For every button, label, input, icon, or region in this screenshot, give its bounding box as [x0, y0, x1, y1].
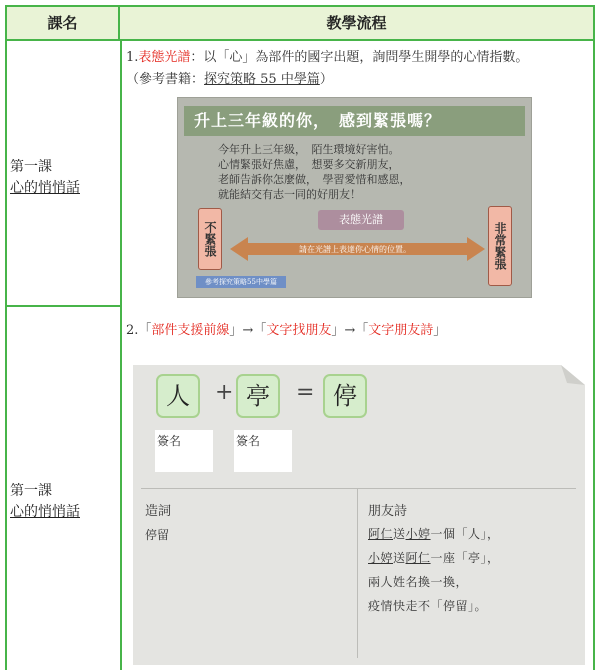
poem-name: 阿仁	[405, 551, 431, 565]
slide-line: 就能結交有志一同的好朋友！	[218, 188, 361, 201]
activity-2: 文字找朋友	[266, 323, 332, 338]
signature-box-2: 簽名	[234, 430, 292, 472]
poem-text: 一個「人」，	[430, 527, 500, 541]
lesson-name-2	[10, 481, 80, 523]
step-2-prefix: 2.「	[126, 323, 152, 338]
activity-name: 表態光譜	[138, 50, 191, 65]
page-fold-icon	[561, 365, 585, 385]
poem-label: 朋友詩	[368, 504, 408, 519]
slide-title: 升上三年級的你， 感到緊張嗎？	[184, 106, 525, 136]
row-divider	[7, 305, 120, 307]
column-divider	[120, 41, 122, 670]
reference-prefix: （參考書籍：	[126, 72, 205, 87]
header-lesson-name: 課名	[7, 7, 120, 39]
poem-line-4	[368, 597, 487, 614]
poem-name: 小婷	[368, 551, 394, 565]
poem-line-2	[368, 549, 500, 566]
arrow-sep: 」→「	[229, 323, 267, 338]
component-char-1: 人	[156, 374, 200, 418]
source-badge: 參考探究策略55中學篇	[196, 276, 286, 288]
poem-word: 送	[393, 527, 406, 541]
slide-line: 老師告訴你怎麼做， 學習愛惜和感恩，	[218, 173, 411, 186]
reference-suffix: ）	[319, 72, 333, 87]
poem-text: 兩人姓名換一換，	[368, 575, 469, 589]
not-nervous-label: 不緊張	[198, 208, 222, 270]
word-value: 停留	[145, 528, 170, 542]
equals-sign: =	[296, 380, 315, 405]
poem-line-1	[368, 525, 500, 542]
spectrum-label: 表態光譜	[318, 210, 404, 230]
step-1-text	[126, 46, 528, 65]
slide-body	[218, 142, 518, 202]
result-char: 停	[323, 374, 367, 418]
step-1-reference	[126, 68, 333, 87]
poem-text: 疫情快走不「停留」。	[368, 599, 488, 613]
slide-line: 心情緊張好焦慮， 想要多交新朋友，	[218, 158, 400, 171]
lesson-number: 第一課	[10, 483, 52, 499]
step-2-text	[126, 319, 446, 338]
arrow-sep: 」→「	[331, 323, 369, 338]
reference-book: 探究策略 55 中學篇	[204, 72, 320, 87]
plus-sign: +	[215, 380, 234, 405]
card-divider	[141, 488, 576, 489]
activity-1: 部件支援前線	[151, 323, 230, 338]
poem-text: 一座「亭」，	[430, 551, 500, 565]
step-2-suffix: 」	[433, 323, 447, 338]
attitude-spectrum-slide	[177, 97, 532, 298]
slide-line: 今年升上三年級， 陌生環境好害怕。	[218, 143, 400, 156]
poem-name: 小婷	[405, 527, 431, 541]
step-number: 1.	[126, 50, 139, 65]
poem-line-3	[368, 573, 468, 590]
lesson-title: 心的悄悄話	[10, 504, 80, 520]
lesson-number: 第一課	[10, 159, 52, 175]
table-header	[7, 5, 593, 41]
header-teaching-flow: 教學流程	[326, 14, 387, 32]
poem-word: 送	[393, 551, 406, 565]
word-label: 造詞	[145, 504, 172, 519]
activity-3: 文字朋友詩	[368, 323, 434, 338]
lesson-title: 心的悄悄話	[10, 180, 80, 196]
lesson-name-1	[10, 157, 80, 199]
card-column-divider	[357, 488, 358, 658]
signature-box-1: 簽名	[155, 430, 213, 472]
very-nervous-label: 非常緊張	[488, 206, 512, 286]
poem-name: 阿仁	[368, 527, 394, 541]
arrow-caption: 請在光譜上表達你心情的位置。	[299, 245, 411, 254]
component-char-2: 亭	[236, 374, 280, 418]
step-description: ：以「心」為部件的國字出題，詢問學生開學的心情指數。	[190, 50, 529, 65]
